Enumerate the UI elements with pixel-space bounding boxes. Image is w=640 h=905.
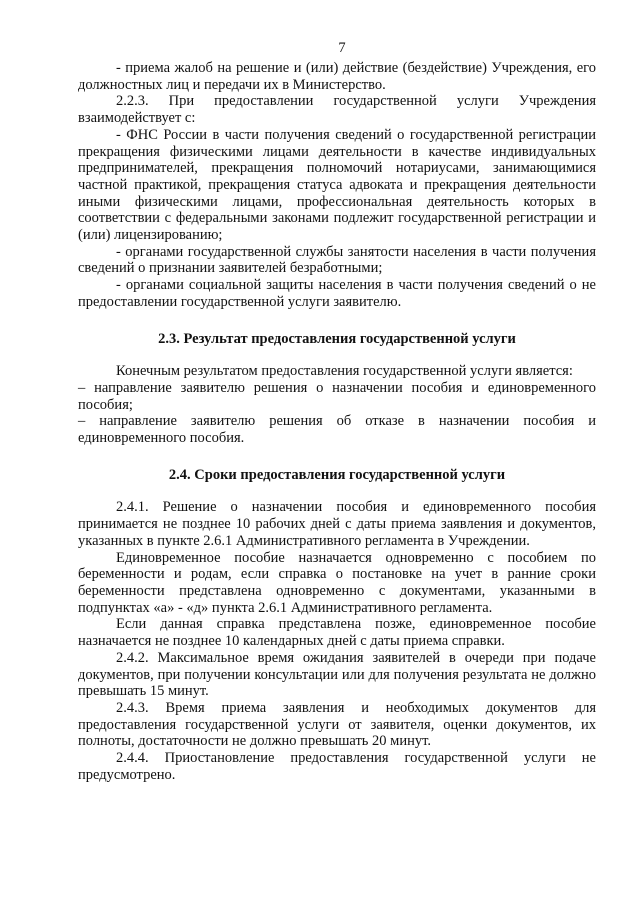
section-heading-2-4: 2.4. Сроки предоставления государственной услуги xyxy=(168,466,506,483)
paragraph-social-protection: - органами социальной защиты населения в части получения сведений о не предоставлении государственной услуги заявителю. xyxy=(78,277,596,310)
paragraph-2-4-1: 2.4.1. Решение о назначении пособия и единовременного пособия принимается не позднее 10 рабочих дней с даты приема заявления и документов, указанных в пункте 2.6.1 Административного регламента в Учреждении. xyxy=(78,499,596,549)
paragraph-2-2-3: 2.2.3. При предоставлении государственной услуги Учреждения взаимодействует с: xyxy=(78,93,596,127)
paragraph-late-certificate: Если данная справка представлена позже, единовременное пособие назначается не позднее 10 календарных дней с даты приема справки. xyxy=(78,616,596,650)
paragraph-fns: - ФНС России в части получения сведений о государственной регистрации прекращения физическими лицами деятельности в качестве индивидуальных предпринимателей, прекращения полномочий нотариусами, занимающимися частной практикой, прекращения статуса адвоката и прекращения деятельности иными физическими лицами, профессиональная деятельность которых в соответствии с федеральными законами подлежит государственной регистрации и (или) лицензированию; xyxy=(78,126,596,244)
section-2-3-body xyxy=(78,363,596,447)
section-2-4-body xyxy=(78,499,596,783)
paragraph-2-4-4: 2.4.4. Приостановление предоставления государственной услуги не предусмотрено. xyxy=(78,750,596,783)
paragraph-lump-sum: Единовременное пособие назначается одновременно с пособием по беременности и родам, если справка о постановке на учет в ранние сроки беременности представлена одновременно с документами, указанными в подпунктах «а» - «д» пункта 2.6.1 Административного регламента. xyxy=(78,549,596,616)
paragraph-2-4-2: 2.4.2. Максимальное время ожидания заявителей в очереди при подаче документов, при получении консультации или для получения результата не должно превышать 15 минут. xyxy=(78,649,596,700)
paragraph-complaints: - приема жалоб на решение и (или) действие (бездействие) Учреждения, его должностных лиц и передачи их в Министерство. xyxy=(78,60,596,93)
paragraph-employment-service: - органами государственной службы занятости населения в части получения сведений о признании заявителей безработными; xyxy=(78,243,596,277)
paragraph-result-intro: Конечным результатом предоставления государственной услуги является: xyxy=(116,363,573,380)
section-heading-2-3: 2.3. Результат предоставления государственной услуги xyxy=(158,330,516,347)
paragraph-result-approval: – направление заявителю решения о назначении пособия и единовременного пособия; xyxy=(78,379,596,413)
page-number: 7 xyxy=(338,40,346,56)
paragraph-2-4-3: 2.4.3. Время приема заявления и необходимых документов для предоставления государственной услуги от заявителя, оценки документов, их полноты, достаточности не должно превышать 20 минут. xyxy=(78,699,596,750)
intro-block xyxy=(78,60,596,311)
paragraph-result-refusal: – направление заявителю решения об отказе в назначении пособия и единовременного пособия. xyxy=(78,413,596,447)
